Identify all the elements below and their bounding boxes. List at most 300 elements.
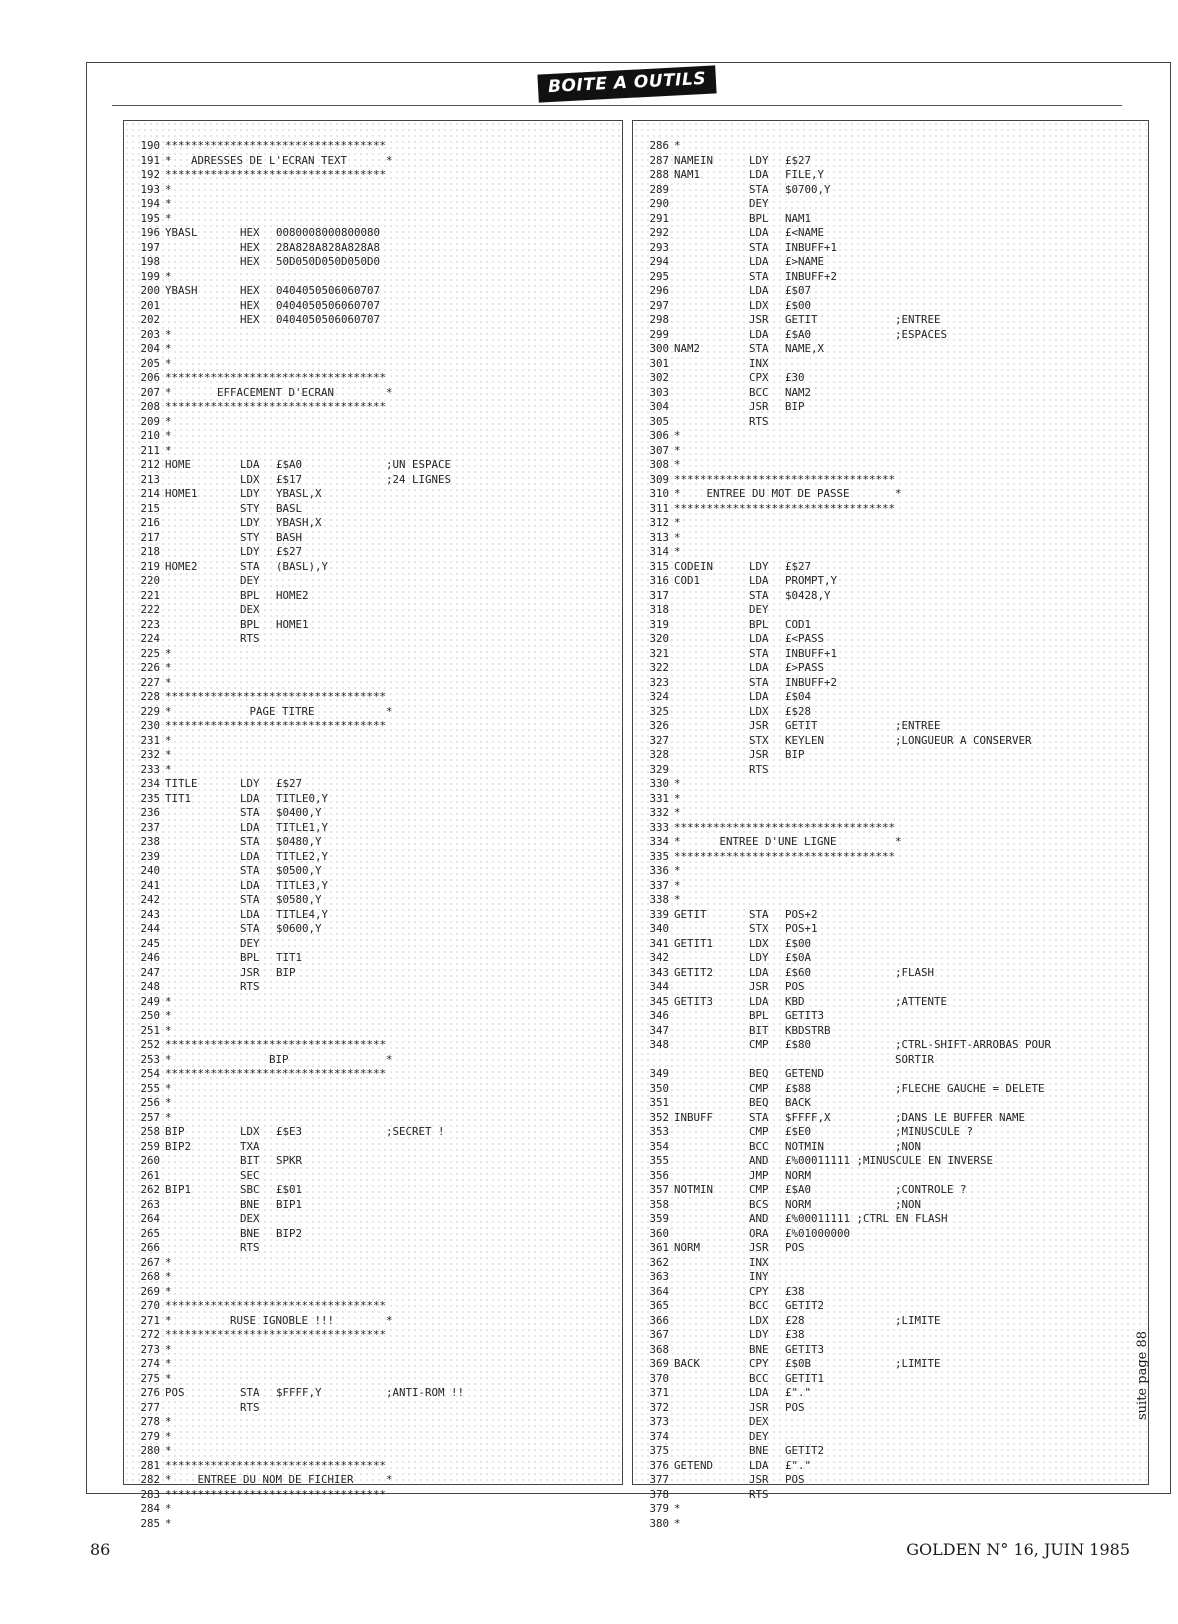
line-number: 255 [140, 1081, 160, 1095]
line-number: 263 [140, 1197, 160, 1211]
code-line [124, 1430, 622, 1445]
line-number: 289 [649, 182, 669, 196]
comment-text: * RUSE IGNOBLE !!! * [165, 1313, 393, 1327]
comment-text: * [165, 443, 172, 457]
line-number: 378 [649, 1487, 669, 1501]
code-line [124, 1241, 622, 1256]
comment-text: * [165, 646, 172, 660]
code-line [124, 313, 622, 328]
opcode: BCC [749, 1139, 769, 1153]
opcode: LDA [749, 255, 769, 268]
comment-text: * [674, 1502, 681, 1515]
code-line [633, 879, 1148, 894]
line-number: 305 [649, 414, 669, 428]
opcode: LDA [749, 284, 769, 297]
operand: £$27 [785, 559, 812, 573]
operand: £"." [785, 1386, 812, 1399]
code-line [633, 502, 1148, 517]
code-line [633, 154, 1148, 169]
comment-banner: ********************************** [165, 1067, 387, 1080]
line-number: 195 [140, 211, 160, 225]
line-number: 271 [140, 1313, 160, 1327]
operand: TITLE3,Y [276, 878, 329, 892]
line-number: 374 [649, 1429, 669, 1443]
line-number: 357 [649, 1183, 669, 1196]
code-line [124, 1140, 622, 1155]
code-line [633, 284, 1148, 299]
code-line [633, 342, 1148, 357]
line-number: 330 [649, 777, 669, 790]
code-line [633, 603, 1148, 618]
code-label: BIP [165, 1125, 185, 1138]
line-number: 298 [649, 313, 669, 326]
comment-text: * [165, 1516, 172, 1530]
line-number: 202 [140, 313, 160, 326]
opcode: JMP [749, 1168, 769, 1182]
code-line [124, 734, 622, 749]
code-line [124, 705, 622, 720]
comment-banner: ********************************** [674, 820, 896, 834]
comment-text: * [165, 762, 172, 776]
line-number: 230 [140, 719, 160, 732]
line-number: 379 [649, 1502, 669, 1515]
opcode: LDY [749, 1328, 769, 1341]
code-line [633, 1009, 1148, 1024]
operand: HOME1 [276, 617, 309, 631]
line-number: 286 [649, 139, 669, 152]
operand: £$27 [276, 777, 303, 790]
code-line [124, 980, 622, 995]
comment-text: * [165, 414, 172, 428]
line-number: 307 [649, 443, 669, 457]
code-line [633, 1401, 1148, 1416]
operand: $0400,Y [276, 806, 322, 819]
line-number: 203 [140, 327, 160, 341]
line-number: 360 [649, 1226, 669, 1240]
code-line [633, 1227, 1148, 1242]
code-line [633, 545, 1148, 560]
comment-text: * [165, 429, 172, 442]
line-number: 270 [140, 1299, 160, 1312]
line-number: 227 [140, 675, 160, 689]
opcode: BPL [240, 617, 260, 631]
opcode: STA [240, 806, 260, 819]
code-label: NAMEIN [674, 153, 714, 167]
comment-banner: ********************************** [165, 400, 387, 413]
line-number: 315 [649, 559, 669, 573]
code-label: GETIT3 [674, 994, 714, 1008]
code-label: NAM2 [674, 342, 701, 355]
line-number: 198 [140, 255, 160, 268]
comment-text: * [165, 1255, 172, 1269]
code-line [124, 1299, 622, 1314]
code-line [633, 487, 1148, 502]
opcode: JSR [749, 980, 769, 993]
code-line [633, 908, 1148, 923]
line-number: 266 [140, 1241, 160, 1254]
opcode: AND [749, 1212, 769, 1225]
opcode: STA [749, 182, 769, 196]
operand: NOTMIN [785, 1139, 825, 1153]
code-line [124, 821, 622, 836]
code-line [124, 1256, 622, 1271]
operand: £$04 [785, 690, 812, 703]
opcode: LDA [240, 458, 260, 471]
code-line [633, 183, 1148, 198]
code-line [124, 1183, 622, 1198]
opcode: LDA [749, 1458, 769, 1472]
opcode: INX [749, 356, 769, 370]
line-number: 293 [649, 240, 669, 254]
line-number: 190 [140, 139, 160, 152]
line-number: 259 [140, 1139, 160, 1153]
opcode: STX [749, 922, 769, 935]
code-line [633, 1198, 1148, 1213]
line-number: 220 [140, 574, 160, 587]
code-line [633, 937, 1148, 952]
code-line [633, 1053, 1148, 1068]
code-line [633, 1169, 1148, 1184]
operand: GETIT3 [785, 1009, 825, 1022]
line-number: 369 [649, 1357, 669, 1370]
opcode: STA [749, 342, 769, 355]
line-number: 367 [649, 1328, 669, 1341]
code-line [124, 806, 622, 821]
comment-banner: ********************************** [165, 168, 387, 181]
operand: POS [785, 1400, 805, 1414]
comment-text: * ENTREE DU MOT DE PASSE * [674, 487, 902, 500]
comment-text: * PAGE TITRE * [165, 704, 393, 718]
opcode: TXA [240, 1139, 260, 1153]
operand: £30 [785, 371, 805, 384]
opcode: JSR [749, 1400, 769, 1414]
opcode: LDY [240, 545, 260, 558]
code-line [633, 531, 1148, 546]
code-line [633, 313, 1148, 328]
operand: £$27 [785, 153, 812, 167]
code-line [124, 1111, 622, 1126]
line-number: 191 [140, 153, 160, 167]
code-label: GETIT2 [674, 965, 714, 979]
line-number: 261 [140, 1168, 160, 1182]
code-line [124, 690, 622, 705]
opcode: HEX [240, 226, 260, 239]
line-number: 371 [649, 1386, 669, 1399]
operand: 0404050506060707 [276, 313, 381, 326]
line-number: 337 [649, 878, 669, 892]
code-line [124, 1067, 622, 1082]
inline-comment: ;FLECHE GAUCHE = DELETE [895, 1081, 1045, 1095]
line-number: 278 [140, 1415, 160, 1428]
line-number: 312 [649, 516, 669, 529]
code-line [124, 516, 622, 531]
line-number: 224 [140, 632, 160, 645]
line-number: 301 [649, 356, 669, 370]
comment-text: * [165, 1284, 172, 1298]
line-number: 282 [140, 1473, 160, 1486]
line-number: 221 [140, 588, 160, 602]
code-line [633, 1125, 1148, 1140]
code-line [124, 1198, 622, 1213]
opcode: CMP [749, 1183, 769, 1196]
operand: $0700,Y [785, 182, 831, 196]
opcode: LDY [240, 516, 260, 529]
code-line [633, 1024, 1148, 1039]
line-number: 260 [140, 1154, 160, 1167]
operand: £<PASS [785, 632, 825, 645]
code-line [633, 705, 1148, 720]
operand: BIP1 [276, 1197, 303, 1211]
opcode: BCC [749, 1299, 769, 1312]
line-number: 375 [649, 1444, 669, 1457]
code-line [124, 1270, 622, 1285]
inline-comment: ;ENTREE [895, 313, 941, 326]
code-listing-left-column [123, 120, 623, 1530]
code-line [633, 850, 1148, 865]
code-line [633, 966, 1148, 981]
line-number: 245 [140, 936, 160, 950]
line-number: 216 [140, 516, 160, 529]
code-label: CODEIN [674, 559, 714, 573]
code-line [633, 1241, 1148, 1256]
line-number: 359 [649, 1212, 669, 1225]
code-line [124, 371, 622, 386]
comment-banner: ********************************** [165, 1038, 387, 1051]
operand: $0500,Y [276, 864, 322, 877]
operand: TITLE2,Y [276, 849, 329, 863]
operand: COD1 [785, 617, 812, 631]
line-number: 251 [140, 1023, 160, 1037]
code-line [633, 1096, 1148, 1111]
code-line [124, 284, 622, 299]
code-line [124, 835, 622, 850]
code-line [124, 1009, 622, 1024]
line-number: 354 [649, 1139, 669, 1153]
code-line [633, 1517, 1148, 1532]
code-line [633, 719, 1148, 734]
operand: £$E3 [276, 1125, 303, 1138]
code-line [633, 1488, 1148, 1503]
line-number: 353 [649, 1125, 669, 1138]
operand: £$A0 [276, 458, 303, 471]
code-label: NOTMIN [674, 1183, 714, 1196]
operand: YBASL,X [276, 487, 322, 500]
comment-text: * [674, 893, 681, 906]
line-number: 193 [140, 182, 160, 196]
line-number: 376 [649, 1458, 669, 1472]
line-number: 361 [649, 1241, 669, 1254]
code-line [633, 835, 1148, 850]
line-number: 349 [649, 1067, 669, 1080]
code-label: YBASL [165, 226, 198, 239]
line-number: 273 [140, 1342, 160, 1356]
operand: £<NAME [785, 226, 825, 239]
comment-text: * [674, 878, 681, 892]
operand: TIT1 [276, 951, 303, 964]
code-line [124, 1169, 622, 1184]
opcode: BIT [749, 1023, 769, 1037]
code-line [633, 415, 1148, 430]
comment-text: * [165, 182, 172, 196]
line-number: 299 [649, 327, 669, 341]
line-number: 313 [649, 530, 669, 544]
line-number: 228 [140, 690, 160, 703]
opcode: STA [749, 675, 769, 689]
line-number: 347 [649, 1023, 669, 1037]
opcode: STA [240, 1386, 260, 1399]
line-number: 328 [649, 748, 669, 761]
line-number: 206 [140, 371, 160, 384]
line-number: 311 [649, 501, 669, 515]
code-line [633, 676, 1148, 691]
operand: BASH [276, 530, 303, 544]
line-number: 345 [649, 994, 669, 1008]
code-line [124, 328, 622, 343]
opcode: STA [749, 240, 769, 254]
comment-text: * [165, 1023, 172, 1037]
opcode: STA [749, 588, 769, 602]
operand: GETEND [785, 1067, 825, 1080]
line-number: 194 [140, 197, 160, 210]
opcode: LDA [749, 327, 769, 341]
comment-banner: ********************************** [165, 371, 387, 384]
operand: INBUFF+2 [785, 675, 838, 689]
line-number: 310 [649, 487, 669, 500]
code-line [633, 1357, 1148, 1372]
inline-comment: ;LIMITE [895, 1313, 941, 1327]
comment-text: * EFFACEMENT D'ECRAN * [165, 385, 393, 399]
opcode: LDA [240, 820, 260, 834]
opcode: STA [749, 646, 769, 660]
line-number: 210 [140, 429, 160, 442]
line-number: 283 [140, 1487, 160, 1501]
code-line [124, 1328, 622, 1343]
opcode: LDX [240, 472, 260, 486]
line-number: 218 [140, 545, 160, 558]
line-number: 377 [649, 1473, 669, 1486]
opcode: LDA [240, 791, 260, 805]
line-number: 321 [649, 646, 669, 660]
opcode: RTS [749, 1487, 769, 1501]
operand: FILE,Y [785, 168, 825, 181]
opcode: INX [749, 1255, 769, 1269]
line-number: 247 [140, 965, 160, 979]
code-line [633, 632, 1148, 647]
opcode: STX [749, 733, 769, 747]
opcode: DEX [749, 1415, 769, 1428]
code-line [633, 661, 1148, 676]
code-line [124, 197, 622, 212]
opcode: LDA [749, 632, 769, 645]
line-number: 358 [649, 1197, 669, 1211]
code-line [633, 1183, 1148, 1198]
code-label: TIT1 [165, 791, 192, 805]
code-line [633, 429, 1148, 444]
opcode: RTS [749, 762, 769, 776]
operand: YBASH,X [276, 516, 322, 529]
line-number: 238 [140, 835, 160, 848]
operand: £$17 [276, 472, 303, 486]
opcode: RTS [240, 1400, 260, 1414]
code-label: BIP1 [165, 1183, 192, 1196]
line-number: 232 [140, 748, 160, 761]
inline-comment: ;ANTI-ROM !! [386, 1386, 465, 1399]
line-number: 211 [140, 443, 160, 457]
line-number: 192 [140, 168, 160, 181]
comment-text: * [165, 197, 172, 210]
line-number: 215 [140, 501, 160, 515]
line-number: 323 [649, 675, 669, 689]
comment-text: * [674, 443, 681, 457]
continued-note: suite page 88 [1135, 1330, 1150, 1420]
code-line [633, 1256, 1148, 1271]
operand: NAME,X [785, 342, 825, 355]
code-line [124, 560, 622, 575]
opcode: LDA [749, 994, 769, 1008]
opcode: LDY [749, 559, 769, 573]
opcode: JSR [749, 719, 769, 732]
comment-text: * [674, 458, 681, 471]
code-line [124, 1488, 622, 1503]
code-label: COD1 [674, 574, 701, 587]
comment-banner: ********************************** [165, 1328, 387, 1341]
code-line [124, 893, 622, 908]
opcode: DEY [240, 936, 260, 950]
line-number: 340 [649, 922, 669, 935]
opcode: DEY [240, 574, 260, 587]
code-line [124, 647, 622, 662]
code-line [124, 473, 622, 488]
code-line [633, 1082, 1148, 1097]
comment-banner: ********************************** [165, 1299, 387, 1312]
opcode: STA [240, 835, 260, 848]
code-line [633, 1111, 1148, 1126]
line-number: 200 [140, 284, 160, 297]
comment-text: * [165, 1415, 172, 1428]
operand: £$E0 [785, 1125, 812, 1138]
code-line [633, 516, 1148, 531]
operand: 0080008000800080 [276, 226, 381, 239]
line-number: 320 [649, 632, 669, 645]
operand: 50D050D050D050D0 [276, 255, 381, 268]
opcode: STA [240, 893, 260, 906]
line-number: 199 [140, 269, 160, 283]
code-line [124, 1212, 622, 1227]
opcode: RTS [749, 414, 769, 428]
code-line [124, 879, 622, 894]
operand: £>NAME [785, 255, 825, 268]
code-line [124, 487, 622, 502]
line-number: 338 [649, 893, 669, 906]
line-number: 234 [140, 777, 160, 790]
code-line [124, 763, 622, 778]
opcode: JSR [749, 313, 769, 326]
line-number: 370 [649, 1371, 669, 1385]
section-header-label: BOITE A OUTILS [537, 65, 716, 102]
opcode: HEX [240, 240, 260, 254]
line-number: 217 [140, 530, 160, 544]
line-number: 239 [140, 849, 160, 863]
code-line [633, 328, 1148, 343]
operand: £$A0 [785, 1183, 812, 1196]
inline-comment: ;SECRET ! [386, 1125, 445, 1138]
code-line [124, 1154, 622, 1169]
operand: £$00 [785, 298, 812, 312]
code-line [633, 980, 1148, 995]
code-line [633, 1430, 1148, 1445]
inline-comment: ;ESPACES [895, 327, 948, 341]
line-number: 269 [140, 1284, 160, 1298]
